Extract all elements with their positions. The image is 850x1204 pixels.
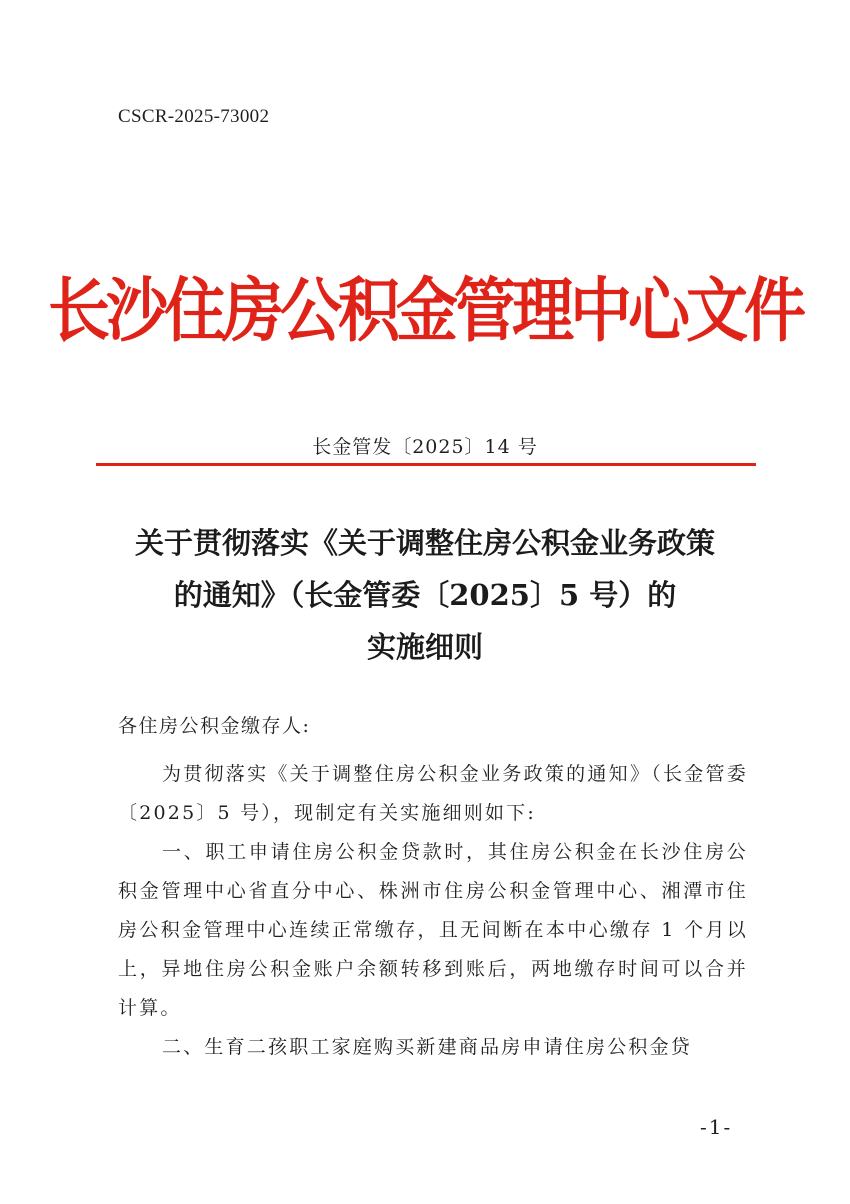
document-code: CSCR-2025-73002 <box>118 106 270 127</box>
paragraph-item-2: 二、生育二孩职工家庭购买新建商品房申请住房公积金贷 <box>162 1036 693 1058</box>
salutation: 各住房公积金缴存人: <box>118 715 311 737</box>
red-divider-line <box>96 463 756 466</box>
title-line-3: 实施细则 <box>366 630 483 664</box>
page-number: -1- <box>700 1115 733 1139</box>
paragraph-item-1: 一、职工申请住房公积金贷款时，其住房公积金在长沙住房公积金管理中心省直分中心、株洲市住房公积金管理中心、湘潭市住房公积金管理中心连续正常缴存，且无间断在本中心缴存 1 个月以上，异地住房公积金账户余额转移到账后，两地缴存时间可以合并计算。 <box>118 841 748 1019</box>
title-line-1: 关于贯彻落实《关于调整住房公积金业务政策 <box>134 526 715 560</box>
document-number: 长金管发〔2025〕14 号 <box>312 436 538 458</box>
body-text <box>118 755 748 1067</box>
title-line-2: 的通知》（长金管委〔2025〕5 号）的 <box>173 578 677 612</box>
organization-title: 长沙住房公积金管理中心文件 <box>47 269 802 352</box>
paragraph-intro: 为贯彻落实《关于调整住房公积金业务政策的通知》（长金管委〔2025〕5 号），现制定有关实施细则如下: <box>118 763 748 824</box>
document-title <box>0 517 850 673</box>
